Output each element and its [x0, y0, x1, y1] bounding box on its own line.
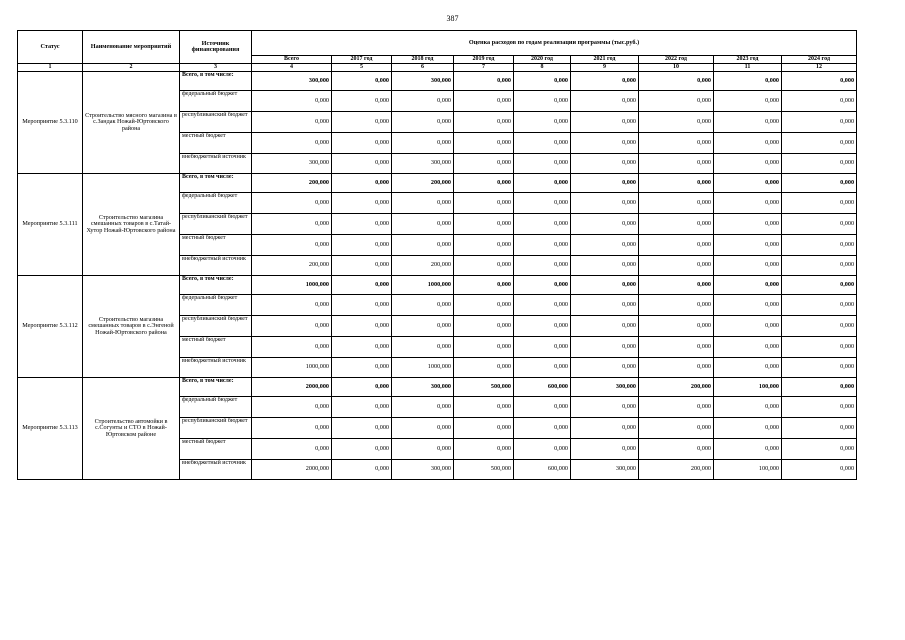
year-value: 0,000: [714, 154, 782, 174]
header-name: Наименование мероприятий: [83, 31, 180, 64]
year-value: 0,000: [571, 439, 639, 460]
year-value: 0,000: [571, 316, 639, 337]
year-value: 0,000: [782, 174, 857, 193]
year-value: 0,000: [454, 154, 514, 174]
column-number: 6: [392, 64, 454, 72]
year-value: 0,000: [782, 460, 857, 480]
year-value: 0,000: [514, 214, 571, 235]
table-row: [18, 174, 857, 193]
year-value: 0,000: [782, 112, 857, 133]
funding-source: федеральный бюджет: [180, 193, 252, 214]
table-row: [18, 378, 857, 397]
year-value: 100,000: [714, 378, 782, 397]
total-value: 0,000: [252, 316, 332, 337]
year-value: 0,000: [571, 214, 639, 235]
year-value: 1000,000: [392, 358, 454, 378]
year-value: 0,000: [392, 193, 454, 214]
activity-status: Мероприятие 5.3.113: [18, 378, 83, 480]
total-value: 0,000: [252, 295, 332, 316]
year-value: 200,000: [392, 256, 454, 276]
year-value: 0,000: [782, 418, 857, 439]
year-value: 0,000: [782, 337, 857, 358]
total-value: 2000,000: [252, 378, 332, 397]
year-value: 0,000: [514, 256, 571, 276]
year-value: 300,000: [392, 72, 454, 91]
year-value: 0,000: [332, 276, 392, 295]
header-year: 2019 год: [454, 56, 514, 64]
year-value: 0,000: [454, 418, 514, 439]
funding-source: федеральный бюджет: [180, 397, 252, 418]
year-value: 300,000: [392, 378, 454, 397]
year-value: 0,000: [454, 112, 514, 133]
funding-source: Всего, в том числе:: [180, 276, 252, 295]
year-value: 0,000: [332, 174, 392, 193]
year-value: 0,000: [514, 154, 571, 174]
funding-source: федеральный бюджет: [180, 295, 252, 316]
year-value: 0,000: [714, 193, 782, 214]
year-value: 300,000: [571, 378, 639, 397]
year-value: 0,000: [639, 133, 714, 154]
funding-source: внебюджетный источник: [180, 256, 252, 276]
column-number: 7: [454, 64, 514, 72]
year-value: 0,000: [392, 337, 454, 358]
year-value: 0,000: [782, 378, 857, 397]
year-value: 0,000: [454, 295, 514, 316]
year-value: 0,000: [639, 276, 714, 295]
year-value: 0,000: [392, 214, 454, 235]
activity-name: Строительство магазина смешанных товаров в с.Энгеной Ножай-Юртовского района: [83, 276, 180, 378]
activity-name: Строительство магазина смешанных товаров в с.Татай-Хутор Ножай-Юртовского района: [83, 174, 180, 276]
year-value: 0,000: [454, 193, 514, 214]
year-value: 300,000: [571, 460, 639, 480]
total-value: 200,000: [252, 256, 332, 276]
year-value: 0,000: [782, 133, 857, 154]
year-value: 0,000: [392, 133, 454, 154]
year-value: 0,000: [714, 91, 782, 112]
funding-source: местный бюджет: [180, 439, 252, 460]
header-year: 2022 год: [639, 56, 714, 64]
year-value: 0,000: [571, 174, 639, 193]
funding-source: Всего, в том числе:: [180, 72, 252, 91]
year-value: 0,000: [639, 256, 714, 276]
activity-status: Мероприятие 5.3.111: [18, 174, 83, 276]
year-value: 0,000: [571, 256, 639, 276]
year-value: 500,000: [454, 460, 514, 480]
year-value: 0,000: [454, 256, 514, 276]
funding-source: местный бюджет: [180, 235, 252, 256]
year-value: 0,000: [514, 72, 571, 91]
total-value: 0,000: [252, 193, 332, 214]
table-row: [18, 72, 857, 91]
year-value: 0,000: [571, 72, 639, 91]
total-value: 0,000: [252, 235, 332, 256]
total-value: 300,000: [252, 154, 332, 174]
year-value: 0,000: [639, 154, 714, 174]
year-value: 0,000: [392, 295, 454, 316]
header-year: 2017 год: [332, 56, 392, 64]
funding-source: местный бюджет: [180, 337, 252, 358]
year-value: 0,000: [571, 133, 639, 154]
year-value: 0,000: [639, 418, 714, 439]
year-value: 0,000: [571, 235, 639, 256]
year-value: 0,000: [571, 154, 639, 174]
total-value: 0,000: [252, 418, 332, 439]
year-value: 0,000: [714, 174, 782, 193]
year-value: 0,000: [571, 337, 639, 358]
year-value: 0,000: [639, 174, 714, 193]
year-value: 0,000: [514, 91, 571, 112]
year-value: 0,000: [571, 418, 639, 439]
year-value: 300,000: [392, 154, 454, 174]
year-value: 0,000: [514, 295, 571, 316]
year-value: 0,000: [392, 91, 454, 112]
activity-name: Строительство мясного магазина в с.Зандак Ножай-Юртовского района: [83, 72, 180, 174]
year-value: 0,000: [454, 133, 514, 154]
header-year: 2020 год: [514, 56, 571, 64]
funding-source: внебюджетный источник: [180, 154, 252, 174]
year-value: 0,000: [714, 112, 782, 133]
column-number: 2: [83, 64, 180, 72]
year-value: 0,000: [514, 418, 571, 439]
year-value: 0,000: [639, 72, 714, 91]
total-value: 200,000: [252, 174, 332, 193]
year-value: 0,000: [514, 276, 571, 295]
year-value: 300,000: [392, 460, 454, 480]
year-value: 0,000: [332, 91, 392, 112]
year-value: 0,000: [514, 397, 571, 418]
year-value: 0,000: [571, 295, 639, 316]
year-value: 0,000: [514, 133, 571, 154]
year-value: 0,000: [714, 133, 782, 154]
year-value: 0,000: [714, 439, 782, 460]
year-value: 0,000: [514, 337, 571, 358]
year-value: 0,000: [332, 358, 392, 378]
year-value: 0,000: [514, 193, 571, 214]
year-value: 200,000: [639, 460, 714, 480]
activity-name: Строительство автомойки в с.Согунты и СТО в Ножай-Юртовском районе: [83, 378, 180, 480]
year-value: 0,000: [332, 418, 392, 439]
year-value: 0,000: [639, 112, 714, 133]
year-value: 0,000: [782, 295, 857, 316]
year-value: 0,000: [454, 174, 514, 193]
year-value: 0,000: [332, 112, 392, 133]
year-value: 0,000: [454, 397, 514, 418]
year-value: 0,000: [332, 72, 392, 91]
year-value: 0,000: [571, 91, 639, 112]
year-value: 0,000: [332, 316, 392, 337]
year-value: 0,000: [782, 316, 857, 337]
year-value: 0,000: [332, 154, 392, 174]
year-value: 0,000: [782, 397, 857, 418]
year-value: 0,000: [332, 133, 392, 154]
funding-source: внебюджетный источник: [180, 358, 252, 378]
year-value: 0,000: [571, 112, 639, 133]
table-row: [18, 276, 857, 295]
column-number: 9: [571, 64, 639, 72]
total-value: 0,000: [252, 133, 332, 154]
total-value: 1000,000: [252, 276, 332, 295]
year-value: 0,000: [571, 276, 639, 295]
year-value: 600,000: [514, 378, 571, 397]
year-value: 0,000: [639, 337, 714, 358]
year-value: 0,000: [454, 235, 514, 256]
year-value: 0,000: [454, 276, 514, 295]
column-number: 4: [252, 64, 332, 72]
header-estimate: Оценка расходов по годам реализации программы (тыс.руб.): [252, 31, 857, 56]
year-value: 0,000: [392, 397, 454, 418]
total-value: 0,000: [252, 91, 332, 112]
year-value: 0,000: [714, 316, 782, 337]
header-status: Статус: [18, 31, 83, 64]
year-value: 1000,000: [392, 276, 454, 295]
year-value: 0,000: [714, 295, 782, 316]
year-value: 0,000: [332, 460, 392, 480]
year-value: 0,000: [454, 72, 514, 91]
year-value: 0,000: [571, 358, 639, 378]
year-value: 0,000: [332, 295, 392, 316]
year-value: 0,000: [639, 358, 714, 378]
year-value: 0,000: [714, 256, 782, 276]
year-value: 0,000: [782, 276, 857, 295]
year-value: 0,000: [514, 358, 571, 378]
funding-source: федеральный бюджет: [180, 91, 252, 112]
year-value: 0,000: [782, 193, 857, 214]
funding-source: республиканский бюджет: [180, 316, 252, 337]
year-value: 0,000: [782, 358, 857, 378]
funding-source: Всего, в том числе:: [180, 378, 252, 397]
column-number: 5: [332, 64, 392, 72]
year-value: 0,000: [454, 439, 514, 460]
year-value: 0,000: [332, 337, 392, 358]
year-value: 0,000: [714, 397, 782, 418]
total-value: 1000,000: [252, 358, 332, 378]
column-number: 11: [714, 64, 782, 72]
year-value: 0,000: [454, 316, 514, 337]
year-value: 0,000: [454, 214, 514, 235]
year-value: 0,000: [782, 91, 857, 112]
year-value: 0,000: [514, 174, 571, 193]
header-total: Всего: [252, 56, 332, 64]
funding-source: республиканский бюджет: [180, 112, 252, 133]
column-number: 3: [180, 64, 252, 72]
year-value: 0,000: [571, 397, 639, 418]
funding-source: местный бюджет: [180, 133, 252, 154]
header-year: 2018 год: [392, 56, 454, 64]
total-value: 0,000: [252, 439, 332, 460]
year-value: 100,000: [714, 460, 782, 480]
year-value: 0,000: [514, 112, 571, 133]
year-value: 0,000: [514, 439, 571, 460]
year-value: 0,000: [514, 235, 571, 256]
year-value: 0,000: [782, 439, 857, 460]
year-value: 500,000: [454, 378, 514, 397]
year-value: 0,000: [454, 91, 514, 112]
budget-table: [17, 30, 857, 480]
year-value: 0,000: [714, 235, 782, 256]
column-number: 8: [514, 64, 571, 72]
year-value: 200,000: [392, 174, 454, 193]
year-value: 0,000: [639, 316, 714, 337]
year-value: 0,000: [332, 256, 392, 276]
year-value: 0,000: [454, 358, 514, 378]
year-value: 0,000: [782, 214, 857, 235]
year-value: 0,000: [332, 214, 392, 235]
year-value: 0,000: [332, 378, 392, 397]
total-value: 0,000: [252, 112, 332, 133]
year-value: 0,000: [392, 316, 454, 337]
year-value: 0,000: [392, 235, 454, 256]
year-value: 0,000: [332, 397, 392, 418]
table-body: [18, 72, 857, 480]
year-value: 0,000: [782, 72, 857, 91]
year-value: 0,000: [639, 235, 714, 256]
funding-source: республиканский бюджет: [180, 214, 252, 235]
year-value: 0,000: [332, 193, 392, 214]
year-value: 0,000: [714, 72, 782, 91]
year-value: 0,000: [714, 358, 782, 378]
year-value: 0,000: [571, 193, 639, 214]
column-number: 10: [639, 64, 714, 72]
year-value: 0,000: [714, 337, 782, 358]
year-value: 0,000: [392, 439, 454, 460]
header-year: 2024 год: [782, 56, 857, 64]
funding-source: внебюджетный источник: [180, 460, 252, 480]
total-value: 2000,000: [252, 460, 332, 480]
total-value: 0,000: [252, 397, 332, 418]
header-year: 2023 год: [714, 56, 782, 64]
year-value: 200,000: [639, 378, 714, 397]
year-value: 600,000: [514, 460, 571, 480]
funding-source: республиканский бюджет: [180, 418, 252, 439]
header-source: Источник финансирования: [180, 31, 252, 64]
year-value: 0,000: [639, 397, 714, 418]
page-number: 387: [446, 14, 459, 23]
year-value: 0,000: [639, 193, 714, 214]
year-value: 0,000: [782, 235, 857, 256]
year-value: 0,000: [332, 439, 392, 460]
year-value: 0,000: [714, 214, 782, 235]
year-value: 0,000: [392, 418, 454, 439]
year-value: 0,000: [639, 439, 714, 460]
year-value: 0,000: [639, 295, 714, 316]
header-year: 2021 год: [571, 56, 639, 64]
year-value: 0,000: [714, 276, 782, 295]
year-value: 0,000: [332, 235, 392, 256]
year-value: 0,000: [639, 214, 714, 235]
column-number: 1: [18, 64, 83, 72]
funding-source: Всего, в том числе:: [180, 174, 252, 193]
year-value: 0,000: [782, 154, 857, 174]
total-value: 300,000: [252, 72, 332, 91]
year-value: 0,000: [782, 256, 857, 276]
activity-status: Мероприятие 5.3.112: [18, 276, 83, 378]
total-value: 0,000: [252, 337, 332, 358]
year-value: 0,000: [639, 91, 714, 112]
total-value: 0,000: [252, 214, 332, 235]
year-value: 0,000: [714, 418, 782, 439]
activity-status: Мероприятие 5.3.110: [18, 72, 83, 174]
year-value: 0,000: [392, 112, 454, 133]
year-value: 0,000: [454, 337, 514, 358]
column-number: 12: [782, 64, 857, 72]
year-value: 0,000: [514, 316, 571, 337]
